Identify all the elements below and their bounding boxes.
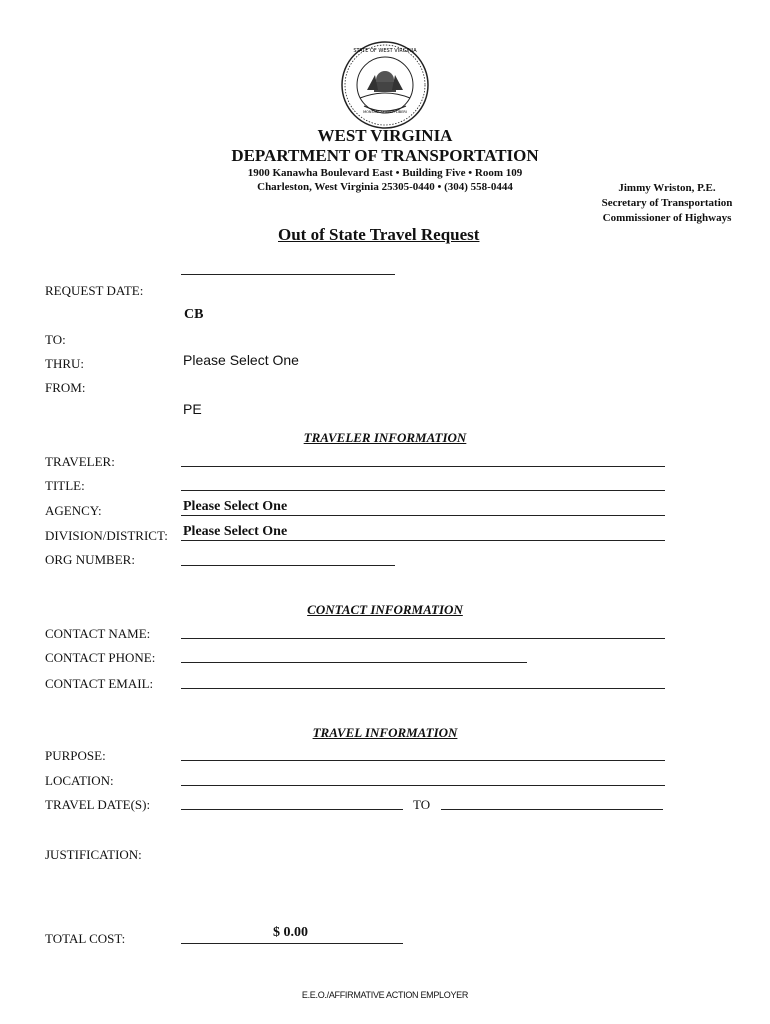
thru-select[interactable]: Please Select One (183, 352, 299, 368)
location-input[interactable] (181, 785, 665, 786)
division-label: DIVISION/DISTRICT: (45, 528, 168, 543)
contact-name-label: CONTACT NAME: (45, 626, 151, 641)
secretary-title: Secretary of Transportation (601, 197, 733, 209)
agency-label: AGENCY: (45, 503, 102, 518)
contact-phone-input[interactable] (181, 662, 527, 663)
traveler-input[interactable] (181, 466, 665, 467)
title-label: TITLE: (45, 478, 85, 493)
traveler-label: TRAVELER: (45, 454, 115, 469)
seal-text: STATE OF WEST VIRGINIA (353, 48, 417, 54)
request-date-label: REQUEST DATE: (45, 283, 144, 298)
to-field[interactable]: CB (184, 307, 204, 322)
contact-email-label: CONTACT EMAIL: (45, 676, 154, 691)
secretary-name: Jimmy Wriston, P.E. (618, 182, 716, 194)
address-line-1: 1900 Kanawha Boulevard East • Building Five • Room 109 (247, 167, 523, 179)
division-select[interactable]: Please Select One (183, 524, 288, 539)
travel-start-date-input[interactable] (181, 809, 403, 810)
title-input[interactable] (181, 490, 665, 491)
address-line-2: Charleston, West Virginia 25305-0440 • (304) 558-0444 (257, 181, 513, 193)
agency-underline (181, 515, 665, 516)
state-name: WEST VIRGINIA (317, 126, 453, 145)
state-seal-logo (340, 40, 430, 130)
contact-email-input[interactable] (181, 688, 665, 689)
travel-dates-to-label: TO (413, 797, 431, 812)
org-number-label: ORG NUMBER: (45, 552, 135, 567)
purpose-input[interactable] (181, 760, 665, 761)
purpose-label: PURPOSE: (45, 748, 106, 763)
travel-dates-label: TRAVEL DATE(S): (45, 797, 151, 812)
department-name: DEPARTMENT OF TRANSPORTATION (231, 146, 539, 165)
eeo-footer: E.E.O./AFFIRMATIVE ACTION EMPLOYER (301, 990, 469, 1000)
from-field[interactable]: PE (183, 401, 202, 417)
agency-select[interactable]: Please Select One (183, 499, 288, 514)
total-cost-underline (181, 943, 403, 944)
location-label: LOCATION: (45, 773, 114, 788)
request-date-input[interactable] (181, 274, 395, 275)
form-title: Out of State Travel Request (278, 225, 480, 244)
travel-end-date-input[interactable] (441, 809, 663, 810)
from-label: FROM: (45, 380, 86, 395)
commissioner-title: Commissioner of Highways (602, 212, 732, 224)
contact-info-heading: CONTACT INFORMATION (307, 602, 463, 617)
thru-label: THRU: (45, 356, 84, 371)
org-number-input[interactable] (181, 565, 395, 566)
justification-label: JUSTIFICATION: (45, 847, 142, 862)
division-underline (181, 540, 665, 541)
seal-motto: MONTANI SEMPER LIBERI (363, 110, 407, 114)
contact-name-input[interactable] (181, 638, 665, 639)
traveler-info-heading: TRAVELER INFORMATION (303, 430, 467, 445)
travel-info-heading: TRAVEL INFORMATION (312, 725, 458, 740)
total-cost-label: TOTAL COST: (45, 931, 126, 946)
total-cost-value[interactable]: $ 0.00 (273, 925, 308, 940)
contact-phone-label: CONTACT PHONE: (45, 650, 156, 665)
to-label: TO: (45, 332, 66, 347)
